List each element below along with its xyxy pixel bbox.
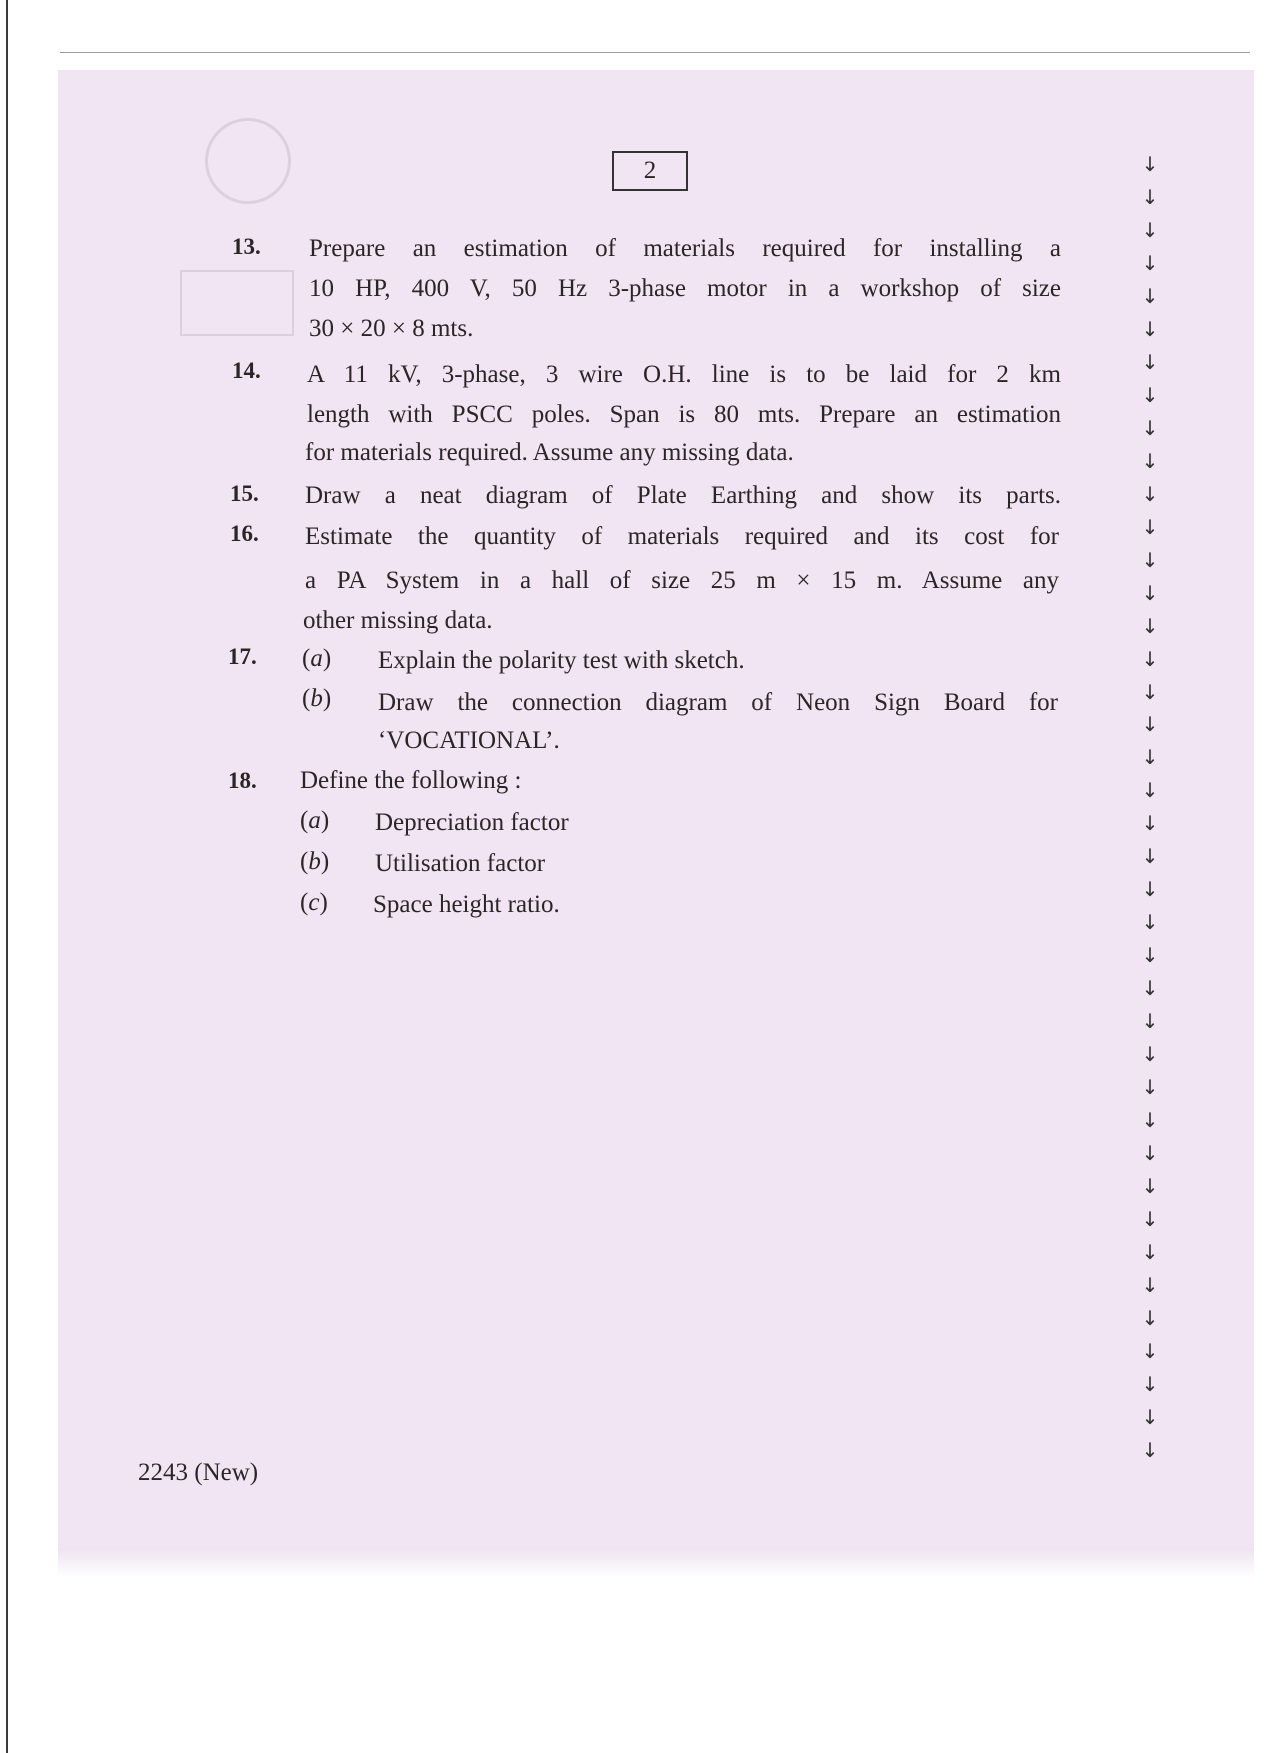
question-14-line-2: length with PSCC poles. Span is 80 mts. Prepare an estimation	[307, 401, 1061, 428]
down-arrow-icon: ↓	[1141, 1042, 1159, 1067]
question-number: 15.	[230, 481, 259, 506]
down-arrow-icon: ↓	[1141, 811, 1159, 836]
question-number: 13.	[232, 234, 261, 259]
down-arrow-icon: ↓	[1141, 448, 1159, 473]
question-18a-line-1: Depreciation factor	[375, 809, 569, 836]
question-number: 16.	[230, 521, 259, 546]
bleed-through-box	[180, 270, 294, 336]
down-arrow-icon: ↓	[1141, 415, 1159, 440]
subpart-label: (b)	[302, 685, 332, 712]
down-arrow-icon: ↓	[1141, 1141, 1159, 1166]
margin-arrow-column	[1135, 152, 1165, 1462]
subpart-label: (b)	[300, 848, 330, 875]
down-arrow-icon: ↓	[1141, 349, 1159, 374]
down-arrow-icon: ↓	[1141, 877, 1159, 902]
down-arrow-icon: ↓	[1141, 1009, 1159, 1034]
down-arrow-icon: ↓	[1141, 1338, 1159, 1363]
paper-code-footer: 2243 (New)	[138, 1459, 259, 1486]
subpart-label: (a)	[302, 645, 332, 672]
down-arrow-icon: ↓	[1141, 250, 1159, 275]
subpart-label: (c)	[300, 889, 328, 916]
down-arrow-icon: ↓	[1141, 547, 1159, 572]
down-arrow-icon: ↓	[1141, 1404, 1159, 1429]
question-14-line-1: A 11 kV, 3-phase, 3 wire O.H. line is to be laid for 2 km	[307, 361, 1061, 388]
scan-top-edge	[60, 52, 1250, 53]
question-14-line-3: for materials required. Assume any missing data.	[305, 439, 794, 466]
down-arrow-icon: ↓	[1141, 184, 1159, 209]
question-15-line-1: Draw a neat diagram of Plate Earthing and show its parts.	[305, 482, 1061, 509]
question-13-line-1: Prepare an estimation of materials required for installing a	[309, 235, 1061, 262]
down-arrow-icon: ↓	[1141, 613, 1159, 638]
bleed-through-circle	[205, 118, 291, 204]
question-16-line-3: other missing data.	[303, 607, 493, 634]
down-arrow-icon: ↓	[1141, 745, 1159, 770]
down-arrow-icon: ↓	[1141, 481, 1159, 506]
down-arrow-icon: ↓	[1141, 1371, 1159, 1396]
down-arrow-icon: ↓	[1141, 712, 1159, 737]
down-arrow-icon: ↓	[1141, 778, 1159, 803]
down-arrow-icon: ↓	[1141, 1207, 1159, 1231]
question-16-line-2: a PA System in a hall of size 25 m × 15 m. Assume any	[305, 567, 1059, 594]
sheet-bottom-fade	[58, 1548, 1254, 1578]
down-arrow-icon: ↓	[1141, 943, 1159, 968]
question-number: 18.	[228, 768, 257, 793]
question-17b-line-2: ‘VOCATIONAL’.	[378, 727, 560, 754]
down-arrow-icon: ↓	[1141, 646, 1159, 671]
down-arrow-icon: ↓	[1141, 514, 1159, 539]
down-arrow-icon: ↓	[1141, 844, 1159, 869]
question-18b-line-1: Utilisation factor	[375, 850, 546, 877]
down-arrow-icon: ↓	[1141, 316, 1159, 341]
down-arrow-icon: ↓	[1141, 1108, 1159, 1133]
question-18c-line-1: Space height ratio.	[373, 891, 560, 918]
question-17a-line-1: Explain the polarity test with sketch.	[378, 647, 745, 674]
down-arrow-icon: ↓	[1141, 1239, 1159, 1264]
question-number: 14.	[232, 358, 261, 383]
down-arrow-icon: ↓	[1141, 217, 1159, 242]
question-13-line-3: 30 × 20 × 8 mts.	[309, 315, 474, 342]
question-number: 17.	[228, 644, 257, 669]
down-arrow-icon: ↓	[1141, 1305, 1159, 1330]
page-number: 2	[612, 151, 688, 191]
down-arrow-icon: ↓	[1141, 152, 1159, 176]
down-arrow-icon: ↓	[1141, 580, 1159, 605]
question-18-line-1: Define the following :	[300, 767, 522, 794]
down-arrow-icon: ↓	[1141, 382, 1159, 407]
question-17b-line-1: Draw the connection diagram of Neon Sign Board for	[378, 689, 1058, 716]
question-16-line-1: Estimate the quantity of materials required and its cost for	[305, 523, 1059, 550]
down-arrow-icon: ↓	[1141, 976, 1159, 1001]
down-arrow-icon: ↓	[1141, 1272, 1159, 1297]
down-arrow-icon: ↓	[1141, 1075, 1159, 1100]
subpart-label: (a)	[300, 807, 330, 834]
down-arrow-icon: ↓	[1141, 1174, 1159, 1199]
down-arrow-icon: ↓	[1141, 910, 1159, 935]
down-arrow-icon: ↓	[1141, 1437, 1159, 1462]
scan-left-edge	[6, 0, 8, 1753]
down-arrow-icon: ↓	[1141, 283, 1159, 308]
down-arrow-icon: ↓	[1141, 679, 1159, 704]
question-13-line-2: 10 HP, 400 V, 50 Hz 3-phase motor in a workshop of size	[309, 275, 1061, 302]
